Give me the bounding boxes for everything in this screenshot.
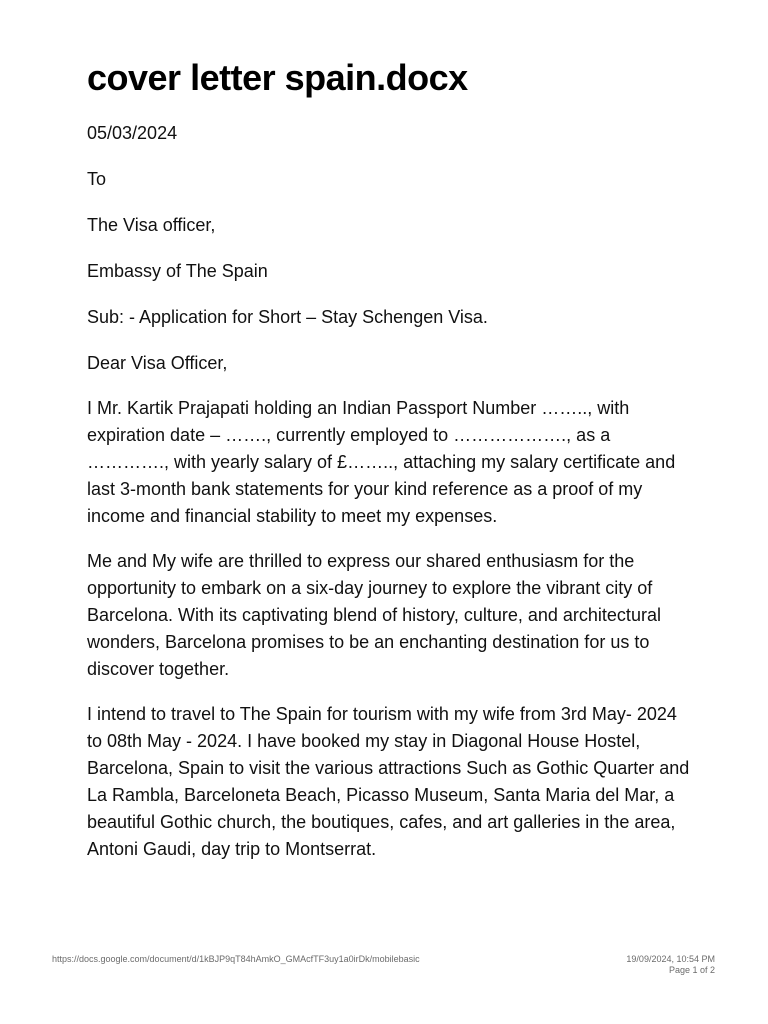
letter-recipient: The Visa officer,: [87, 215, 216, 235]
letter-subject: Sub: - Application for Short – Stay Schengen Visa.: [87, 307, 488, 327]
document-title: cover letter spain.docx: [87, 57, 468, 98]
letter-to: To: [87, 169, 107, 189]
letter-date: 05/03/2024: [87, 123, 178, 143]
document-body: [87, 119, 693, 881]
footer-timestamp: 19/09/2024, 10:54 PM: [626, 954, 715, 964]
paragraph-itinerary: I intend to travel to The Spain for tourism with my wife from 3rd May- 2024 to 08th May - 2024. I have booked my stay in Diagonal House Hostel, Barcelona, Spain to visit the various attractions Such as Gothic Quarter and La Rambla, Barceloneta Beach, Picasso Museum, Santa Maria del Mar, a beautiful Gothic church, the boutiques, cafes, and art galleries in the area, Antoni Gaudi, day trip to Montserrat.: [87, 704, 690, 859]
paragraph-trip-purpose: Me and My wife are thrilled to express our shared enthusiasm for the opportunity to embark on a six-day journey to explore the vibrant city of Barcelona. With its captivating blend of history, culture, and architectural wonders, Barcelona promises to be an enchanting destination for us to discover together.: [87, 551, 661, 679]
paragraph-applicant-details: I Mr. Kartik Prajapati holding an Indian Passport Number …….., with expiration date – ……., currently employed to ………………., as a …………., with yearly salary of £…….., attaching my salary certificate and last 3-month bank statements for your kind reference as a proof of my income and financial stability to meet my expenses.: [87, 398, 676, 526]
letter-salutation: Dear Visa Officer,: [87, 353, 228, 373]
letter-embassy: Embassy of The Spain: [87, 261, 268, 281]
footer-page-indicator: Page 1 of 2: [668, 965, 715, 975]
footer-meta: [626, 954, 715, 976]
footer-source-link[interactable]: https://docs.google.com/document/d/1kBJP9qT84hAmkO_GMAcfTF3uy1a0irDk/mobilebasic: [52, 954, 420, 964]
